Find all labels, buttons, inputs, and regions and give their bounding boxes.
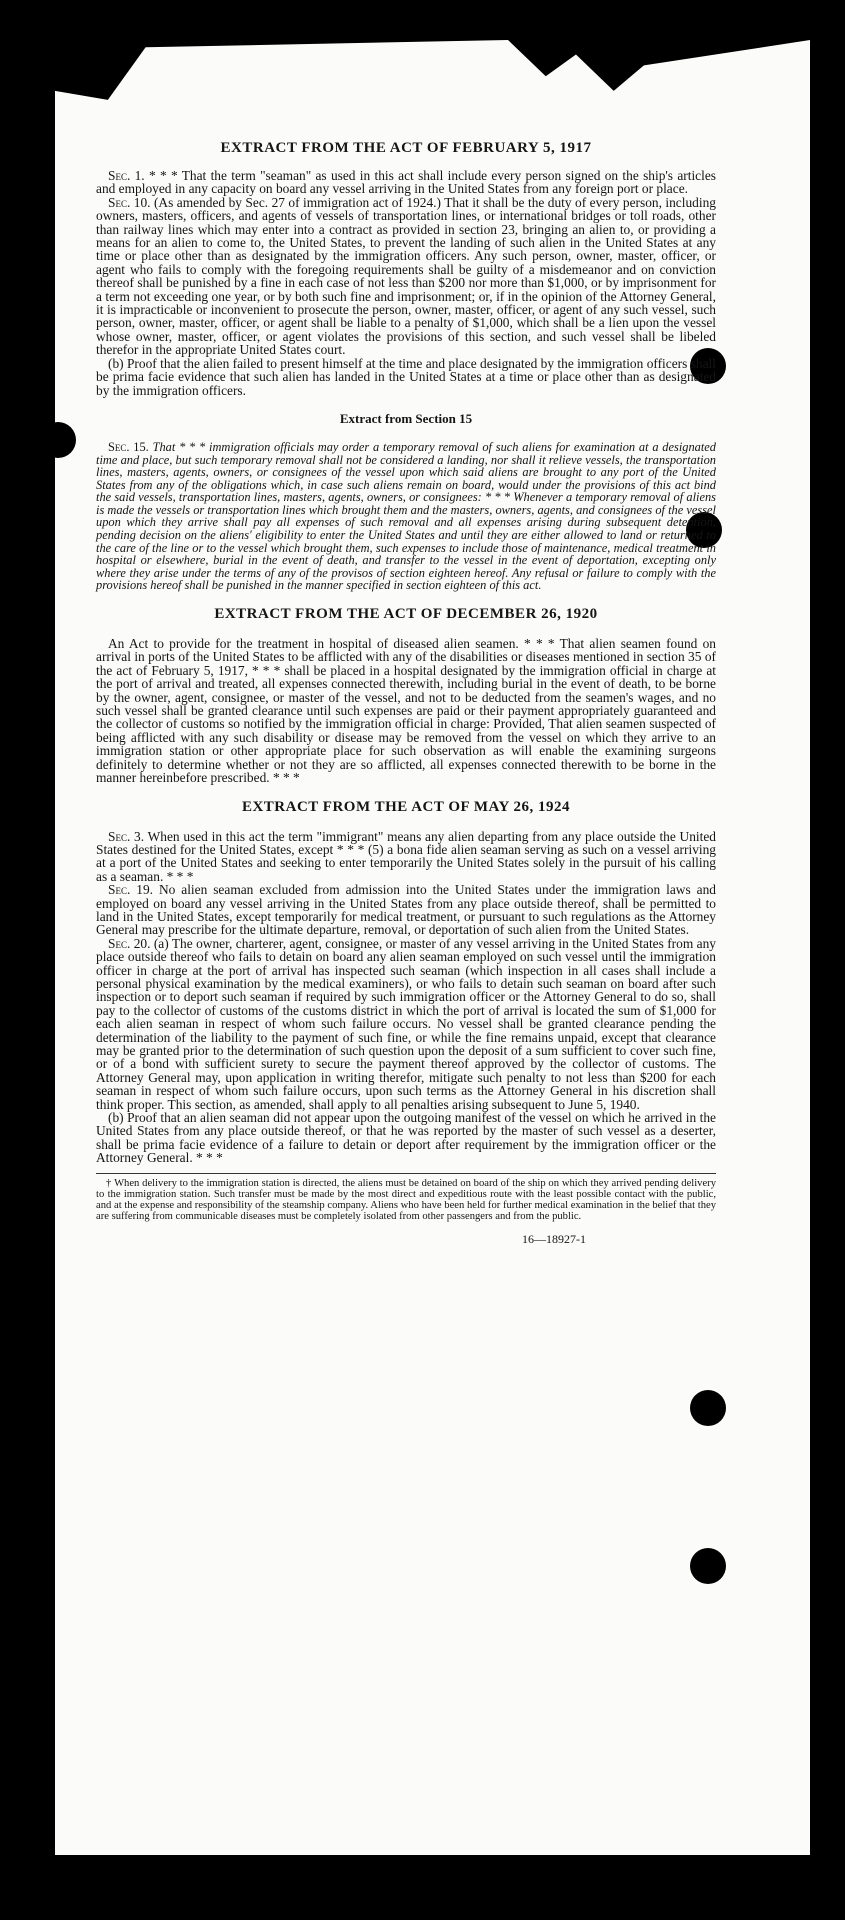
sec-3-paragraph <box>96 830 716 884</box>
footnote-text: † When delivery to the immigration station is directed, the aliens must be detained on board of the ship on which they arrived pending delivery to the immigration station. Such transfer must be made by the most direct and expeditious route with the least possible contact with the public, and at the expense and responsibility of the steamship company. Aliens who have been held for further medical examination in the belief that they are suffering from communicable diseases must be completely isolated from other passengers and from the public. <box>96 1177 716 1222</box>
sec-1-paragraph <box>96 169 716 196</box>
sec-text: That * * * immigration officials may order a temporary removal of such aliens for examination at a designated time and place, but such temporary removal shall not be considered a landing, nor shall it relieve vessels, the transportation lines, masters, agents, owners, or consignees of the vessel upon which said aliens are brought to any port of the United States from any of the obligations which, in case such aliens remain on board, would under the provisions of this act bind the said vessels, transportation lines, masters, agents, owners, or consignees: * * * Whenever a temporary removal of aliens is made the vessels or transportation lines which brought them and the masters, owners, agents, and consignees of the vessel upon which they arrive shall pay all expenses of such removal and all expenses arising during subsequent detention, pending decision on the aliens' eligibility to enter the United States and until they are either allowed to land or returned to the care of the line or to the vessel which brought them, such expenses to include those of maintenance, medical treatment in hospital or elsewhere, burial in the event of death, and transfer to the vessel in the event of deportation, excepting only where they arise under the terms of any of the provisos of section eighteen hereof. Any refusal or failure to comply with the provisions hereof shall be punished in the manner specified in section eighteen of this act. <box>96 439 716 593</box>
sec-text: No alien seaman excluded from admission into the United States under the immigration laws and employed on board any vessel arriving in the United States from any place outside thereof, shall be permitted to land in the United States, except temporarily for medical treatment, or pursuant to such regulations as the Attorney General may prescribe for the ultimate departure, removal, or deportation of such alien from the United States. <box>96 882 716 938</box>
act-1920-title: EXTRACT FROM THE ACT OF DECEMBER 26, 1920 <box>214 606 598 623</box>
sec-text: * * * That the term "seaman" as used in this act shall include every person signed on the ship's articles and employed in any capacity on board any vessel arriving in the United States from any foreign port or place. <box>96 168 716 197</box>
act-1924-title: EXTRACT FROM THE ACT OF MAY 26, 1924 <box>241 798 571 815</box>
sec-label: Sec. 19. <box>108 882 153 898</box>
act-1917-title: EXTRACT FROM THE ACT OF FEBRUARY 5, 1917 <box>220 140 592 156</box>
sec-label: Sec. 20. <box>108 935 151 951</box>
sec-19-paragraph <box>96 883 716 937</box>
sec-10b-paragraph: (b) Proof that the alien failed to present himself at the time and place designated by the immigration officers shall be prima facie evidence that such alien has landed in the United States at a time or place other than as designated by the immigration officers. <box>96 355 716 398</box>
sec-label: Sec. 15. <box>108 439 149 454</box>
sec-10-paragraph <box>96 196 716 357</box>
punch-hole <box>40 422 76 458</box>
act-1920-paragraph: An Act to provide for the treatment in hospital of diseased alien seamen. * * * That alien seamen found on arrival in ports of the United States to be afflicted with any of the disabilities or diseases mentioned in section 35 of the act of February 5, 1917, * * * shall be placed in a hospital designated by the immigration official in charge at the port of arrival and treated, all expenses connected therewith, including burial in the event of death, to be borne by the owner, agent, consignee, or master of the vessel, and not to be deducted from the seamen's wages, and no such vessel shall be granted clearance until such expenses are paid or their payment appropriately guaranteed and the collector of customs so notified by the immigration official in charge: Provided, That alien seamen suspected of being afflicted with any such disability or disease may be removed from the vessel on which they arrive to an immigration station or other appropriate place for such observation as will enable the examining surgeons definitely to determine whether or not they are so afflicted, all expenses connected therewith to be borne in the manner hereinbefore prescribed. * * * <box>96 636 716 786</box>
sec-label: Sec. 3. <box>108 828 145 844</box>
document-number: 16—18927-1 <box>522 1231 586 1246</box>
sec-text: When used in this act the term "immigrant" means any alien departing from any place outside the United States destined for the United States, except * * * (5) a bona fide alien seaman serving as such on a vessel arriving at a port of the United States and seeking to enter temporarily the United States solely in the pursuit of his calling as a seaman. * * * <box>96 828 717 884</box>
sec-15-paragraph <box>96 441 716 592</box>
sec-label: Sec. 1. <box>108 168 145 183</box>
sec-20b-paragraph: (b) Proof that an alien seaman did not appear upon the outgoing manifest of the vessel on which he arrived in the United States from any place outside thereof, or that he was reported by the master of such vessel as a deserter, shall be prima facie evidence of a failure to detain or deport after requirement by the immigration officer or the Attorney General. * * * <box>96 1110 716 1166</box>
punch-hole <box>690 1390 726 1426</box>
sec-20-paragraph <box>96 937 716 1111</box>
sec-text: (As amended by Sec. 27 of immigration act of 1924.) That it shall be the duty of every person, including owners, masters, officers, and agents of vessels of transportation lines, or international bridges or toll roads, other than railway lines which may enter into a contract as provided in section 23, bringing an alien to, or providing a means for an alien to come to, the United States, to prevent the landing of such alien in the United States at any time or place other than as designated by the immigration officers. Any such person, owner, master, officer, or agent who fails to comply with the foregoing requirements shall be guilty of a misdemeanor and on conviction thereof shall be punished by a fine in each case of not less than $200 nor more than $1,000, or by imprisonment for a term not exceeding one year, or by both such fine and imprisonment; or, if in the opinion of the Attorney General, it is impracticable or inconvenient to prosecute the person, owner, master, officer, or agent of any such vessel, such person, owner, master, officer, or agent shall be liable to a penalty of $1,000, which shall be a lien upon the vessel whose owner, master, officer, or agent violates the provisions of this section, and such vessel shall be libeled therefor in the appropriate United States court. <box>96 194 716 358</box>
sec-text: (a) The owner, charterer, agent, consignee, or master of any vessel arriving in the United States from any place outside thereof who fails to detain on board any alien seaman employed on such vessel until the immigration officer in charge at the port of arrival has inspected such seaman (which inspection in all cases shall include a personal physical examination by the medical examiners), or who fails to detain such seaman on board after such inspection or to deport such seaman if required by such immigration officer or the Attorney General to do so, shall pay to the collector of customs of the customs district in which the port of arrival is located the sum of $1,000 for each alien seaman in respect of whom such failure occurs. No vessel shall be granted clearance pending the determination of the liability to the payment of such fine, or while the fine remains unpaid, except that clearance may be granted prior to the determination of such question upon the deposit of a sum sufficient to cover such fine, or of a bond with sufficient surety to secure the payment thereof approved by the collector of customs. The Attorney General may, upon application in writing therefor, mitigate such penalty to not less than $200 for each seaman in respect of whom such failure occurs, upon such terms as the Attorney General in his discretion shall think proper. This section, as amended, shall apply to all penalties arising subsequent to June 5, 1940. <box>96 935 716 1112</box>
punch-hole <box>690 1548 726 1584</box>
footnote <box>96 1173 716 1222</box>
document-body <box>96 140 716 1247</box>
sec-label: Sec. 10. <box>108 194 151 210</box>
section-15-title: Extract from Section 15 <box>339 410 473 426</box>
